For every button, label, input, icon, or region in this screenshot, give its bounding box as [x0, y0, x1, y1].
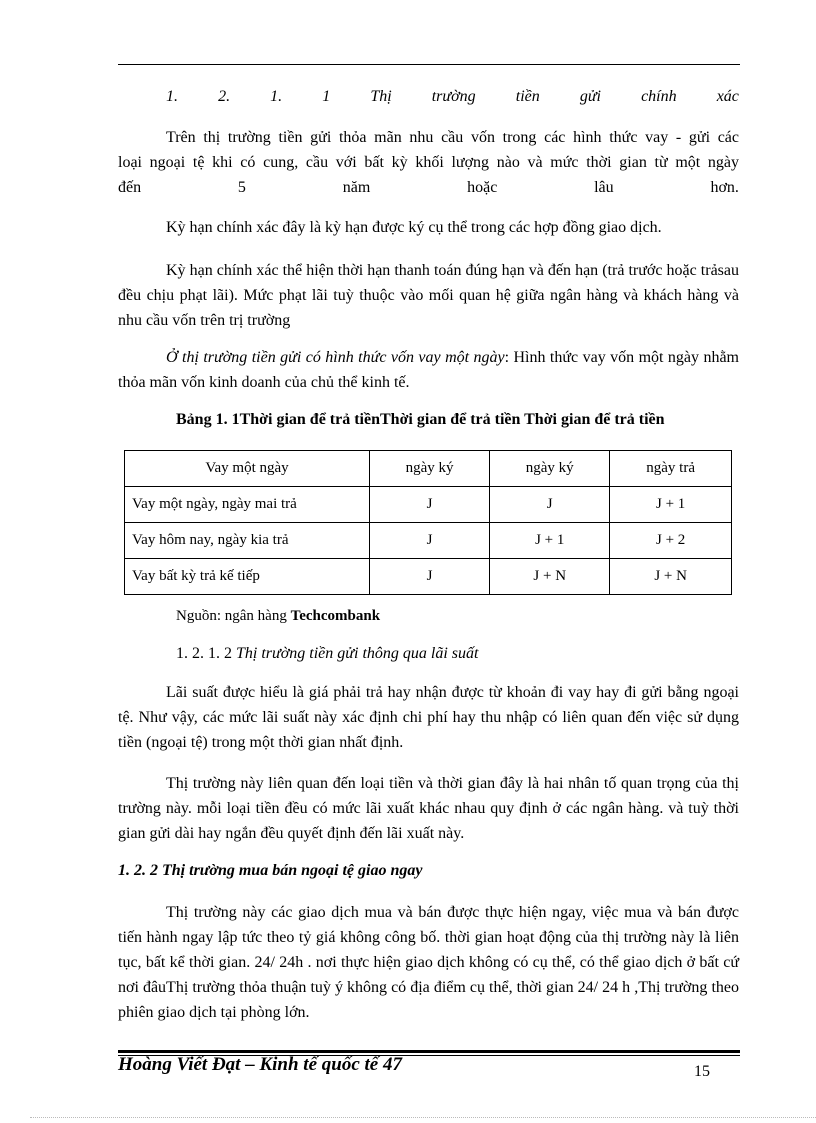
paragraph-3: Kỳ hạn chính xác thể hiện thời hạn thanh toán đúng hạn và đến hạn (trả trước hoặc trảsau đều chịu phạt lãi). Mức phạt lãi tuỳ thuộc vào mối quan hệ giữa ngân hàng và khách hàng và nhu cầu vốn trên trị trường — [118, 262, 739, 329]
paragraph-7: Thị trường này các giao dịch mua và bán được thực hiện ngay, việc mua và bán được tiến hành ngay lập tức theo tỷ giá không công bố. thời gian hoạt động của thị trường này là liên tục, bất kể thời gian. 24/ 24h . nơi thực hiện giao dịch không có cụ thể, có thể giao dịch ở bất cứ nơi đâuThị trường thỏa thuận tuỳ ý không có địa điểm cụ thể, thời gian 24/ 24 h ,Thị trường theo phiên giao dịch tại phòng lớn. — [118, 904, 739, 1021]
para4-rest: : Hình thức vay vốn một ngày nhằm thỏa mãn vốn kinh doanh của chủ thể kinh tế. — [118, 349, 739, 391]
heading-word: 1. — [270, 88, 283, 105]
paragraph-2: Kỳ hạn chính xác đây là kỳ hạn được ký cụ thể trong các hợp đồng giao dịch. — [166, 219, 662, 236]
heading-word: xác — [716, 88, 739, 105]
para1-word: hơn. — [710, 179, 739, 196]
table-header-row — [125, 451, 732, 487]
paragraph-6: Thị trường này liên quan đến loại tiền và thời gian đây là hai nhân tố quan trọng của thị trường này. mỗi loại tiền đều có mức lãi xuất khác nhau quy định ở các ngân hàng. và tuỳ thời gian gửi dài hay ngắn đều quyết định đến lãi xuất này. — [118, 775, 739, 842]
table-header-cell: ngày ký — [490, 451, 610, 487]
table-cell: J + 1 — [610, 487, 732, 523]
heading-word: gửi — [579, 88, 601, 105]
header-rule — [118, 64, 740, 65]
heading-1-2-1-1 — [166, 88, 739, 106]
table-header-cell: Vay một ngày — [125, 451, 370, 487]
table-cell: J — [490, 487, 610, 523]
paragraph-4 — [118, 345, 739, 395]
para1-line2: loại ngoại tệ khi có cung, cầu với bất kỳ khối lượng nào và mức thời gian từ một ngày — [118, 154, 739, 171]
subheading-1-2-1-2 — [176, 645, 478, 663]
paragraph-1 — [118, 125, 739, 200]
heading-word: 2. — [218, 88, 231, 105]
table-header-cell: ngày trả — [610, 451, 732, 487]
table-cell: Vay hôm nay, ngày kia trả — [125, 523, 370, 559]
source-prefix: Nguồn: ngân hàng — [176, 608, 291, 624]
table-cell: J — [370, 523, 490, 559]
table-cell: Vay bất kỳ trả kế tiếp — [125, 559, 370, 595]
para4-italic: Ở thị trường tiền gửi có hình thức vốn vay một ngày — [166, 349, 505, 366]
table-cell: J + N — [490, 559, 610, 595]
footer-rule-thick — [118, 1050, 740, 1053]
table-cell: Vay một ngày, ngày mai trả — [125, 487, 370, 523]
heading-word: 1 — [322, 88, 331, 105]
heading-word: Thị — [370, 88, 392, 105]
table-cell: J — [370, 559, 490, 595]
table-header-cell: ngày ký — [370, 451, 490, 487]
subheading-title: Thị trường tiền gửi thông qua lãi suất — [236, 645, 479, 662]
para1-word: 5 — [237, 179, 246, 196]
para1-word: lâu — [594, 179, 614, 196]
para1-word: năm — [342, 179, 371, 196]
repayment-table — [124, 450, 732, 595]
table-cell: J — [370, 487, 490, 523]
table-row — [125, 487, 732, 523]
page-bottom-dotted-line — [30, 1117, 816, 1118]
table-row — [125, 523, 732, 559]
table-cell: J + 2 — [610, 523, 732, 559]
para1-word: đến — [118, 179, 142, 196]
heading-word: 1. — [166, 88, 178, 105]
para1-line3 — [118, 175, 739, 200]
page-number: 15 — [694, 1063, 710, 1080]
para1-line1: Trên thị trường tiền gửi thỏa mãn nhu cầu vốn trong các hình thức vay - gửi các — [166, 129, 739, 146]
table-row — [125, 559, 732, 595]
para1-word: hoặc — [467, 179, 498, 196]
heading-word: trường — [431, 88, 476, 105]
subheading-number: 1. 2. 1. 2 — [176, 645, 236, 662]
heading-1-2-2: 1. 2. 2 Thị trường mua bán ngoại tệ giao ngay — [118, 862, 423, 879]
table-cell: J + N — [610, 559, 732, 595]
heading-word: chính — [641, 88, 677, 105]
table-source — [176, 608, 380, 625]
source-bank: Techcombank — [290, 608, 381, 624]
footer-author: Hoàng Viết Đạt – Kinh tế quốc tế 47 — [118, 1054, 402, 1075]
paragraph-5: Lãi suất được hiểu là giá phải trả hay nhận được từ khoản đi vay hay đi gửi bằng ngoại tệ. Như vậy, các mức lãi suất này xác định chi phí hay thu nhập có liên quan đến việc sử dụng tiền (ngoại tệ) trong một thời gian nhất định. — [118, 684, 739, 751]
table-caption: Bảng 1. 1Thời gian để trả tiềnThời gian để trả tiền Thời gian để trả tiền — [176, 411, 665, 428]
heading-word: tiền — [515, 88, 540, 105]
table-cell: J + 1 — [490, 523, 610, 559]
